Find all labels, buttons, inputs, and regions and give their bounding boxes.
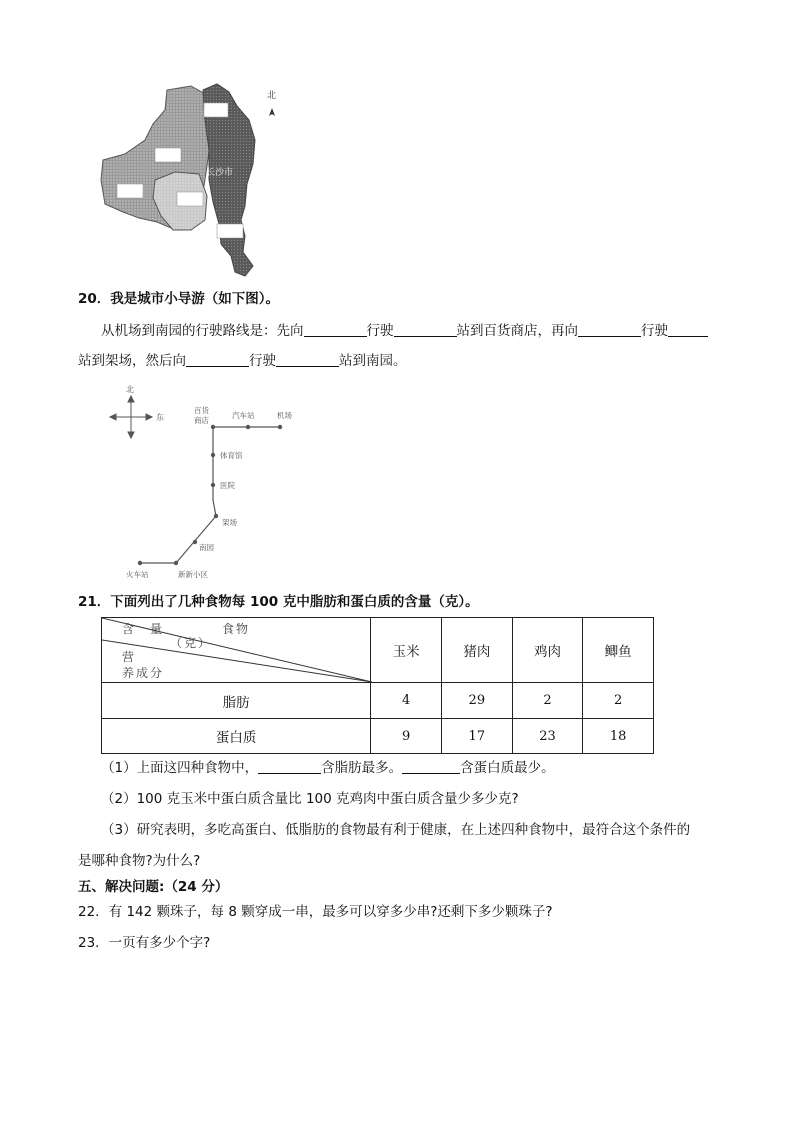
diag-nutrition-2: 养成分 <box>122 666 165 680</box>
cell-fat-corn: 4 <box>371 683 442 719</box>
stop-dept-store <box>211 425 215 429</box>
label-train-station: 火车站 <box>126 570 149 579</box>
map-label-box <box>217 224 243 238</box>
route-diagram <box>108 380 318 585</box>
stop-airport <box>278 425 282 429</box>
q21-sub3-line1: （3）研究表明，多吃高蛋白、低脂肪的食物最有利于健康，在上述四种食物中，最符合这个条件的 <box>101 822 691 838</box>
col-header-crucian: 鲫鱼 <box>583 618 654 683</box>
cell-protein-corn: 9 <box>371 719 442 754</box>
compass-icon <box>110 396 152 438</box>
map-north-label: 北 <box>267 91 277 101</box>
q20-blank-1[interactable] <box>304 322 367 337</box>
q21-sub1-t3: 含蛋白质最少。 <box>460 760 555 776</box>
q21-sub1-t2: 含脂肪最多。 <box>321 760 403 776</box>
q20-l1-t3: 站到百货商店，再向 <box>456 323 578 339</box>
diag-nutrition-1: 营 <box>122 650 137 664</box>
label-jiachang: 架场 <box>222 518 237 527</box>
q20-l1-t1: 从机场到南园的行驶路线是：先向 <box>101 323 304 339</box>
q22-text: 22．有 142 颗珠子，每 8 颗穿成一串，最多可以穿多少串?还剩下多少颗珠子? <box>78 904 553 920</box>
q20-l2-t2: 行驶 <box>249 353 276 369</box>
map-label-box <box>117 184 143 198</box>
col-header-chicken: 鸡肉 <box>512 618 583 683</box>
q20-l1-t4: 行驶 <box>641 323 668 339</box>
label-bus-station: 汽车站 <box>232 411 255 420</box>
q20-title: 20．我是城市小导游（如下图）。 <box>78 291 280 307</box>
q20-l2-t3: 站到南园。 <box>339 353 407 369</box>
table-diagonal-header <box>102 618 371 683</box>
label-dept-store-2: 商店 <box>194 416 209 425</box>
q21-blank-1[interactable] <box>258 759 321 774</box>
nutrition-table <box>101 617 654 754</box>
q20-line1 <box>101 321 708 341</box>
map-label-box <box>177 192 203 206</box>
q21-sub2: （2）100 克玉米中蛋白质含量比 100 克鸡肉中蛋白质含量少多少克? <box>101 791 519 807</box>
q21-title: 21．下面列出了几种食物每 100 克中脂肪和蛋白质的含量（克）。 <box>78 594 479 610</box>
map-label-box <box>155 148 181 162</box>
q21-sub1-t1: （1）上面这四种食物中， <box>101 760 259 776</box>
stop-stadium <box>211 453 215 457</box>
col-header-pork: 猪肉 <box>442 618 513 683</box>
label-stadium: 体育馆 <box>220 451 243 460</box>
label-new-district: 新新小区 <box>178 570 208 579</box>
row-label-protein: 蛋白质 <box>102 719 371 754</box>
q20-l1-t2: 行驶 <box>366 323 394 339</box>
table-header-row <box>102 618 654 683</box>
q20-blank-3[interactable] <box>578 322 641 337</box>
cell-fat-crucian: 2 <box>583 683 654 719</box>
cell-protein-chicken: 23 <box>512 719 583 754</box>
diag-unit: （克） <box>170 636 213 650</box>
stop-jiachang <box>214 514 218 518</box>
cell-fat-pork: 29 <box>442 683 513 719</box>
table-row <box>102 683 654 719</box>
q23-text: 23．一页有多少个字? <box>78 935 211 951</box>
q20-line2 <box>78 351 407 371</box>
cell-protein-pork: 17 <box>442 719 513 754</box>
diag-amount: 含 量 <box>122 622 165 636</box>
compass-north: 北 <box>126 385 134 394</box>
q20-blank-2[interactable] <box>394 322 457 337</box>
label-hospital: 医院 <box>220 481 235 490</box>
map-label-box <box>204 103 228 117</box>
north-arrow-icon <box>269 108 275 116</box>
section-5-heading: 五、解决问题:（24 分） <box>78 879 229 895</box>
stop-bus-station <box>246 425 250 429</box>
table-row <box>102 719 654 754</box>
q21-sub3-line2: 是哪种食物?为什么? <box>78 853 201 869</box>
stop-train-station <box>138 561 142 565</box>
q21-sub1 <box>101 758 555 778</box>
diag-food: 食物 <box>222 622 251 636</box>
compass-east: 东 <box>156 413 164 422</box>
row-label-fat: 脂肪 <box>102 683 371 719</box>
map-city-label: 长沙市 <box>206 168 234 178</box>
q20-blank-4[interactable] <box>668 322 708 337</box>
label-airport: 机场 <box>277 411 292 420</box>
stop-hospital <box>211 483 215 487</box>
stop-nanyuan <box>193 540 197 544</box>
region-map <box>95 80 295 280</box>
cell-fat-chicken: 2 <box>512 683 583 719</box>
q20-l2-t1: 站到架场，然后向 <box>78 353 186 369</box>
col-header-corn: 玉米 <box>371 618 442 683</box>
q20-blank-6[interactable] <box>276 352 339 367</box>
q21-blank-2[interactable] <box>402 759 460 774</box>
label-dept-store-1: 百货 <box>194 406 209 415</box>
cell-protein-crucian: 18 <box>583 719 654 754</box>
stop-new-district <box>174 561 178 565</box>
q20-blank-5[interactable] <box>186 352 249 367</box>
label-nanyuan: 南园 <box>199 543 214 552</box>
